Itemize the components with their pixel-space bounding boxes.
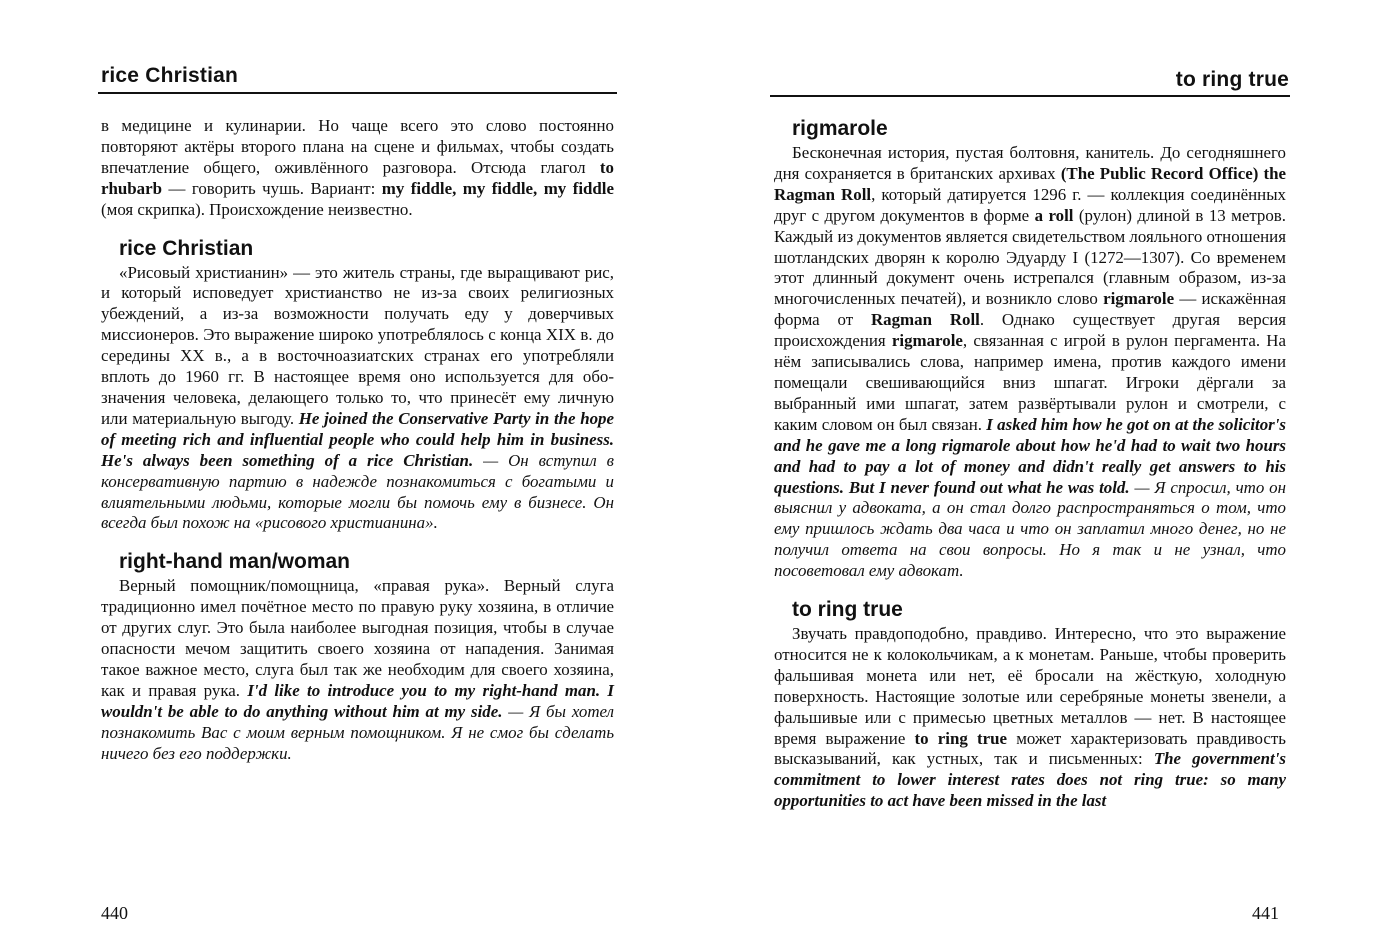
entry-example: He joined the Conservative Party in the hope of meeting rich and influential people who could help him in business. He's always been something of a rice Christian. — [101, 408, 614, 470]
continuation-paragraph — [101, 116, 614, 221]
bold-term: rigmarole — [1103, 289, 1175, 309]
entry-definition: Звучать правдоподобно, правдиво. Интересно, что это выражение относится не к колокольчикам, а к монетам. Раньше, чтобы проверить фальшивая монета или нет, её бросали на жёсткую, холодную поверхность. Настоящие золотые или серебряные монеты звенели, а фальшивые или с примесью цветных металлов — нет. В настоящее время выражение to ring true может характеризовать правдивость высказываний, как устных, так и письменных: The government's commitment to lower interest rates does not ring true: so many opportunities to act have been missed in the last — [774, 624, 1286, 811]
running-head: rice Christian — [101, 64, 239, 87]
entry-headword: rice Christian — [119, 236, 254, 260]
bold-term: rigmarole — [891, 331, 963, 351]
header-rule — [98, 92, 617, 94]
entry-to-ring-true — [774, 596, 1286, 812]
entry-example: The government's commitment to lower interest rates does not ring true: so many opportunities to act have been missed in the last — [774, 749, 1286, 811]
entry-definition: «Рисовый христианин» — это житель страны, где выращивают рис, и который исповедует христианство не из-за своих религиозных убеждений, а из-за возможности получать еду у доверчивых миссионеров. Это выражение широко употреблялось с конца XIX в. до середины XX в., а в восточноазиатских странах его употребляли вплоть до 1960 гг. В настоящее время оно используется для обозначения человека, делающего только то, что принесёт ему личную или материальную выгоду. He joined the Conservative Party in the hope of meeting rich and influential people who could help him in business. He's always been something of a rice Christian. — Он вступил в консервативную партию в надежде познакомиться с богатыми и влиятельными людьми, которые могли бы помочь ему в бизнесе. Он всегда был похож на «рисового христианина». — [101, 262, 614, 533]
text-column — [101, 116, 614, 778]
bold-term: my fiddle, my fiddle, my fiddle — [381, 178, 614, 198]
entry-definition: Бесконечная история, пустая болтовня, канитель. До сегодняшнего дня сохраняется в британских архивах (The Public Record Office) the Ragman Roll, который датируется 1296 г. — коллекция соединённых друг с другом документов в форме a roll (рулон) длиной в 13 метров. Каждый из документов является свидетельством лояльного отношения шотландских дворян к королю Эдуарду I (1272—1307). Со временем этот длинный документ очень истрепался (главным образом, из-за многочисленных печатей), и возникло слово rigmarole — искажённая форма от Ragman Roll. Однако существует другая версия происхождения rigmarole, связанная с игрой в рулон пергамента. На нём записывались слова, например имена, против каждого имени помещали свешивающийся вниз шпагат. Игроки дёргали за выбранный ими шпагат, затем развёртывали рулон и смотрели, с каким словом он был связан. I asked him how he got on at the solicitor's and he gave me a long rigmarole about how he'd had to wait two hours and had to pay a lot of money and didn't really get answers to his questions. But I never found out what he was told. — Я спросил, что он выяснил у адвоката, а он стал долго распространяться о том, что ему пришлось ждать два часа и что он заплатил много денег, но не получил ответа на свои вопросы. Но я так и не узнал, что посоветовал ему адвокат. — [774, 143, 1287, 581]
entry-example: I'd like to introduce you to my right-hand man. I wouldn't be able to do anything without him at my side. — [101, 680, 615, 721]
running-head: to ring true — [1175, 68, 1289, 91]
bold-term: (The Public Record Office) the Ragman Roll — [774, 163, 1286, 204]
bold-term: Ragman Roll — [870, 310, 980, 330]
entry-headword: right-hand man/woman — [119, 550, 350, 574]
entry-definition: Верный помощник/помощница, «правая рука». Верный слуга традиционно имел почётное место по правую руку хозяина, в отличие от других слуг. Это была наиболее выгодная позиция, чтобы в случае опасности мечом защитить своего хозяина от нападения. Занимая такое важное место, слуга был так же необходим для своего хозяина, как и правая рука. I'd like to introduce you to my right-hand man. I wouldn't be able to do anything without him at my side. — Я бы хотел познакомить Вас с моим верным помощником. Я не смог бы сделать ничего без его поддержки. — [101, 576, 615, 763]
entry-translation: — Я спросил, что он выяснил у адвоката, а он стал долго распространяться о том, что ему пришлось ждать два часа и что он заплатил много денег, но не получил ответа на свои вопросы. Но я так и не узнал, что посоветовал ему адвокат. — [774, 477, 1287, 581]
left-page — [0, 0, 695, 945]
entry-rice-christian — [101, 235, 614, 535]
bold-term: to ring true — [914, 728, 1008, 748]
right-page — [695, 0, 1391, 945]
page-number: 440 — [101, 903, 128, 923]
entry-translation: — Он вступил в консервативную партию в надежде познакомиться с богатыми и влиятельными людьми, которые могли бы помочь ему в бизнесе. Он всегда был похож на «рисового христианина». — [101, 450, 614, 533]
page-number: 441 — [1252, 903, 1279, 923]
entry-headword: to ring true — [792, 598, 903, 622]
bold-term: a roll — [1034, 205, 1074, 225]
entry-headword: rigmarole — [792, 117, 888, 140]
entry-example: I asked him how he got on at the solicitor's and he gave me a long rigmarole about how he'd had to wait two hours and had to pay a lot of money and didn't really get answers to his questions. But I never found out what he was told. — [774, 414, 1287, 497]
bold-term: to rhubarb — [101, 157, 614, 198]
entry-definition: в медицине и кулинарии. Но чаще всего это слово постоянно повторяют актёры второго плана на сцене и фильмах, чтобы создать впечатление общего, оживлённого разговора. Отсюда глагол to rhubarb — говорить чушь. Вариант: my fiddle, my fiddle, my fiddle (моя скрипка). Происхождение неизвестно. — [101, 116, 614, 219]
header-rule — [770, 95, 1290, 97]
entry-rigmarole — [774, 115, 1286, 582]
entry-right-hand-man — [101, 548, 614, 764]
entry-translation: — Я бы хотел познакомить Вас с моим верным помощником. Я не смог бы сделать ничего без его поддержки. — [101, 701, 614, 763]
text-column — [774, 115, 1286, 826]
